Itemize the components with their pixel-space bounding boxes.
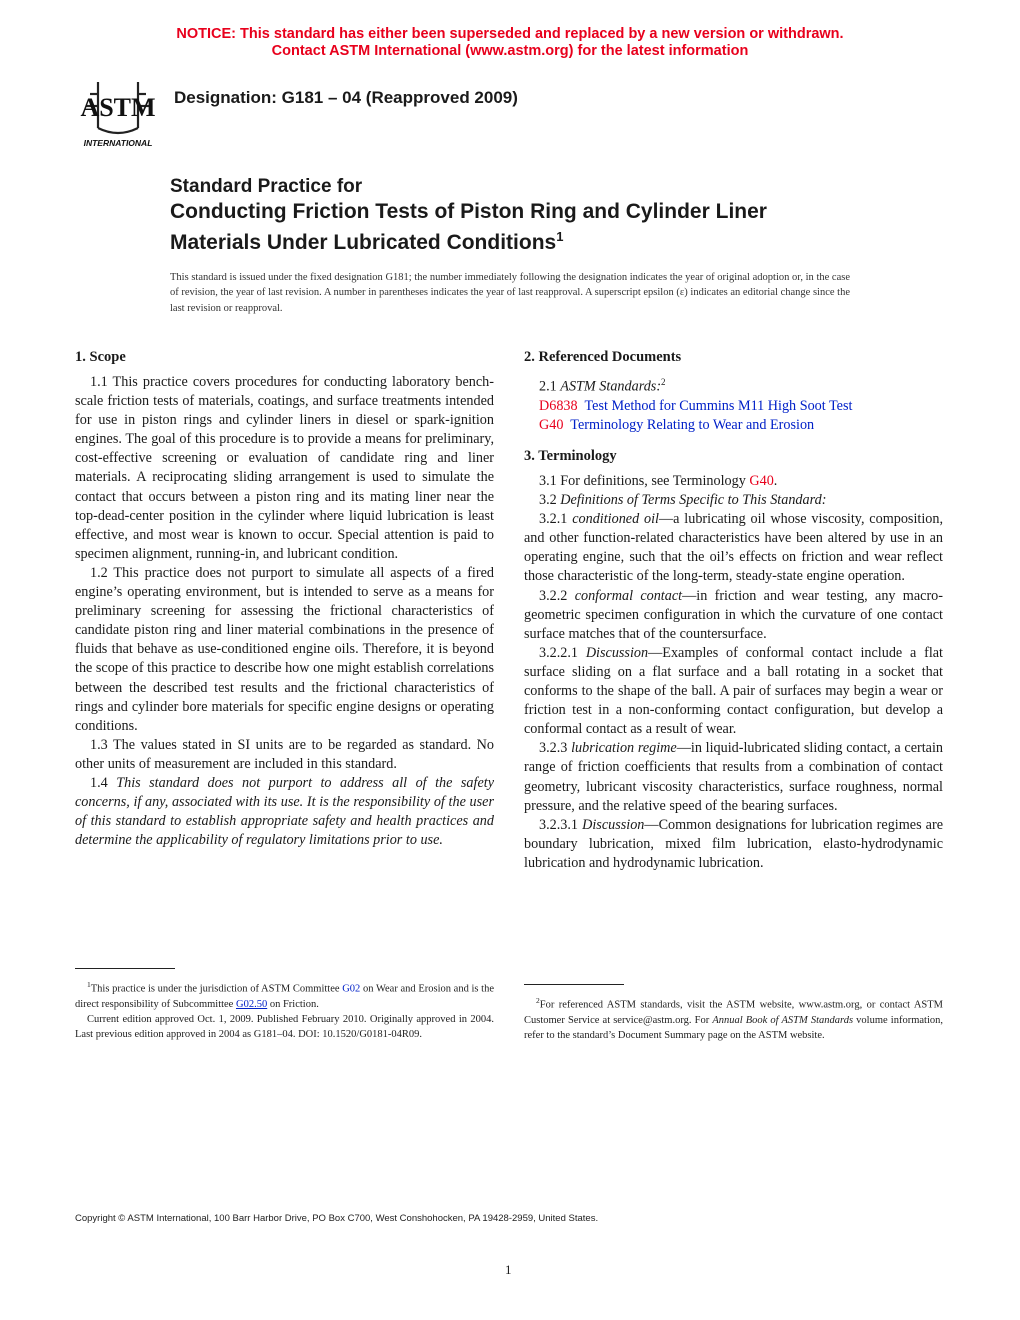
para-2-1-footnote-marker: 2 [661,377,666,387]
footnote-2-marker: 2 [536,996,540,1005]
para-3-2-3-1-text: —Common designations for lubrication regimes are boundary lubrication, mixed film lubrication, elasto-hydrodynamic lubrication and hydrodynamic lubrication. [524,816,943,871]
ref-title[interactable]: Test Method for Cummins M11 High Soot Test [584,397,853,414]
designation: Designation: G181 – 04 (Reapproved 2009) [174,88,518,107]
para-1-4-number: 1.4 [90,774,117,791]
para-3-2-2-1 [524,644,943,739]
title-line-2 [170,224,890,255]
footnote-1-marker: 1 [87,980,91,989]
para-1-4 [75,774,494,850]
footnote-2 [524,993,943,1043]
ref-title[interactable]: Terminology Relating to Wear and Erosion [570,416,815,433]
title-footnote-marker: 1 [556,229,564,244]
footnote-1 [75,977,494,1043]
footnote-rule-right [524,984,624,985]
para-3-2-2-number: 3.2.2 [539,587,575,604]
para-2-1 [524,373,943,397]
discussion-label: Discussion [585,644,649,661]
section-heading-terminology: 3. Terminology [524,448,617,465]
footnote-rule-left [75,968,175,969]
para-3-2-2-1-number: 3.2.2.1 [539,644,586,661]
title-prefix: Standard Practice for [170,176,363,197]
withdrawal-notice [0,26,1020,60]
title-line-1: Conducting Friction Tests of Piston Ring and Cylinder Liner [170,200,767,223]
para-3-2-1-number: 3.2.1 [539,511,573,528]
title-line-2-text: Materials Under Lubricated Conditions [170,231,557,254]
ref-code[interactable]: D6838 [539,397,578,414]
footnote-2-italic: Annual Book of ASTM Standards [712,1014,854,1026]
left-column [75,348,494,850]
para-3-2-number: 3.2 [539,492,561,509]
link-g02-50[interactable]: G02.50 [235,998,268,1010]
footnote-2-text-b: volume information, refer to the standard’s Document Summary page on the ASTM website. [524,1014,943,1042]
footnote-1-para-1 [75,977,494,1012]
footnote-1-text-c: on Friction. [267,998,319,1010]
para-3-2-2-1-text: —Examples of conformal contact include a flat surface sliding on a flat surface and a ball rotating in a socket that conforms to the shape of the ball. A pair of surfaces may begin a wear or friction test in a non-conforming contact configuration, but develop a conformal contact as a result of wear. [524,644,943,738]
notice-line-1: NOTICE: This standard has either been superseded and replaced by a new version or withdrawn. [176,26,844,42]
para-3-2 [524,491,943,510]
section-heading-referenced: 2. Referenced Documents [524,349,682,365]
para-3-2-3 [524,739,943,815]
para-1-1: 1.1 This practice covers procedures for conducting laboratory bench-scale friction tests of materials, coatings, and surface treatments intended for use in piston rings and cylinder liners in diesel or spark-ignition engines. The goal of this procedure is to provide a means for preliminary, cost-effective screening or evaluation of candidate ring and liner materials. A reciprocating sliding arrangement is used to simulate the contact that occurs between a piston ring and its mating liner near the top-dead-center position in the cylinder where liquid lubrication is least effective, and most wear is known to occur. Special attention is paid to specimen alignment, running-in, and lubricant condition. [75,374,494,562]
para-3-2-3-number: 3.2.3 [539,740,572,757]
copyright: Copyright © ASTM International, 100 Barr Harbor Drive, PO Box C700, West Conshohocken, PA 19428-2959, United States. [75,1213,599,1224]
para-3-2-3-1-number: 3.2.3.1 [539,816,583,833]
notice-line-2: Contact ASTM International (www.astm.org) for the latest information [271,43,749,59]
para-1-4-text: This standard does not purport to address all of the safety concerns, if any, associated with its use. It is the responsibility of the user of this standard to establish appropriate safety and health practices and determine the applicability of regulatory limitations prior to use. [75,774,494,849]
para-3-2-3-text: —in liquid-lubricated sliding contact, a certain range of friction coefficients that results from a combination of contact geometry, lubricant viscosity characteristics, surface roughness, normal pressure, and the relative speed of the bearing surfaces. [524,740,943,814]
term-conditioned-oil: conditioned oil [572,511,659,528]
footnote-2-text-a: For referenced ASTM standards, visit the ASTM website, www.astm.org, or contact ASTM Customer Service at service@astm.org. For [524,999,943,1026]
discussion-label: Discussion [582,816,645,833]
footnote-2-para [524,993,943,1043]
para-3-2-1 [524,510,943,586]
term-conformal-contact: conformal contact [574,587,683,604]
astm-logo-mark [76,72,160,150]
para-3-1-end: . [773,473,778,490]
logo-subtext: INTERNATIONAL [83,138,153,148]
link-g40[interactable]: G40 [749,473,774,490]
para-3-1-text: 3.1 For definitions, see Terminology [539,473,750,490]
footnote-1-text-b: on Wear and Erosion and is the direct responsibility of Subcommittee [75,983,494,1010]
para-3-2-2 [524,587,943,644]
section-heading-scope: 1. Scope [75,349,126,365]
para-3-1 [524,472,943,491]
para-3-2-1-text: —a lubricating oil whose viscosity, composition, and other function-related characteristics have been altered by use in an operating engine, such that the oil’s effects on friction and wear reflect those characteristic of the long-term, steady-state engine operation. [524,511,943,585]
para-2-1-label: ASTM Standards: [560,378,662,395]
ref-g40[interactable] [524,416,943,435]
ref-code[interactable]: G40 [539,416,564,433]
para-1-3: 1.3 The values stated in SI units are to be regarded as standard. No other units of measurement are included in this standard. [75,736,494,772]
para-3-2-3-1 [524,816,943,873]
term-lubrication-regime: lubrication regime [571,740,677,757]
para-3-2-label: Definitions of Terms Specific to This Standard: [560,492,827,509]
right-column [524,348,943,873]
para-3-2-2-text: —in friction and wear testing, any macro-geometric specimen configuration in which the curvature of one contact surface matches that of the countersurface. [524,587,943,642]
astm-logo [76,72,160,150]
para-2-1-number: 2.1 [539,378,561,395]
page-number: 1 [505,1262,512,1277]
para-1-2: 1.2 This practice does not purport to simulate all aspects of a fired engine’s operating environment, but is intended to serve as a means for preliminary screening for assessing the frictional characteristics of candidate piston ring and liner material combinations in the presence of fluids that behave as use-conditioned engine oils. Therefore, it is beyond the scope of this practice to describe how one might establish correlations between the described test results and the frictional characteristics of rings and cylinder bore materials for specific engine designs or operating conditions. [75,564,494,734]
link-g02[interactable]: G02 [342,983,361,995]
issued-note: This standard is issued under the fixed designation G181; the number immediately following the designation indicates the year of original adoption or, in the case of revision, the year of last revision. A number in parentheses indicates the year of last reapproval. A superscript epsilon (ε) indicates an editorial change since the last revision or reapproval. [170,272,850,314]
footnote-1-text-a: This practice is under the jurisdiction of ASTM Committee [90,983,343,995]
ref-d6838[interactable] [524,397,943,416]
footnote-1-para-2: Current edition approved Oct. 1, 2009. Published February 2010. Originally approved in 2004. Last previous edition approved in 2004 as G181–04. DOI: 10.1520/G0181-04R09. [75,1014,494,1041]
logo-text: ASTM [80,93,156,122]
document-title [170,175,890,255]
